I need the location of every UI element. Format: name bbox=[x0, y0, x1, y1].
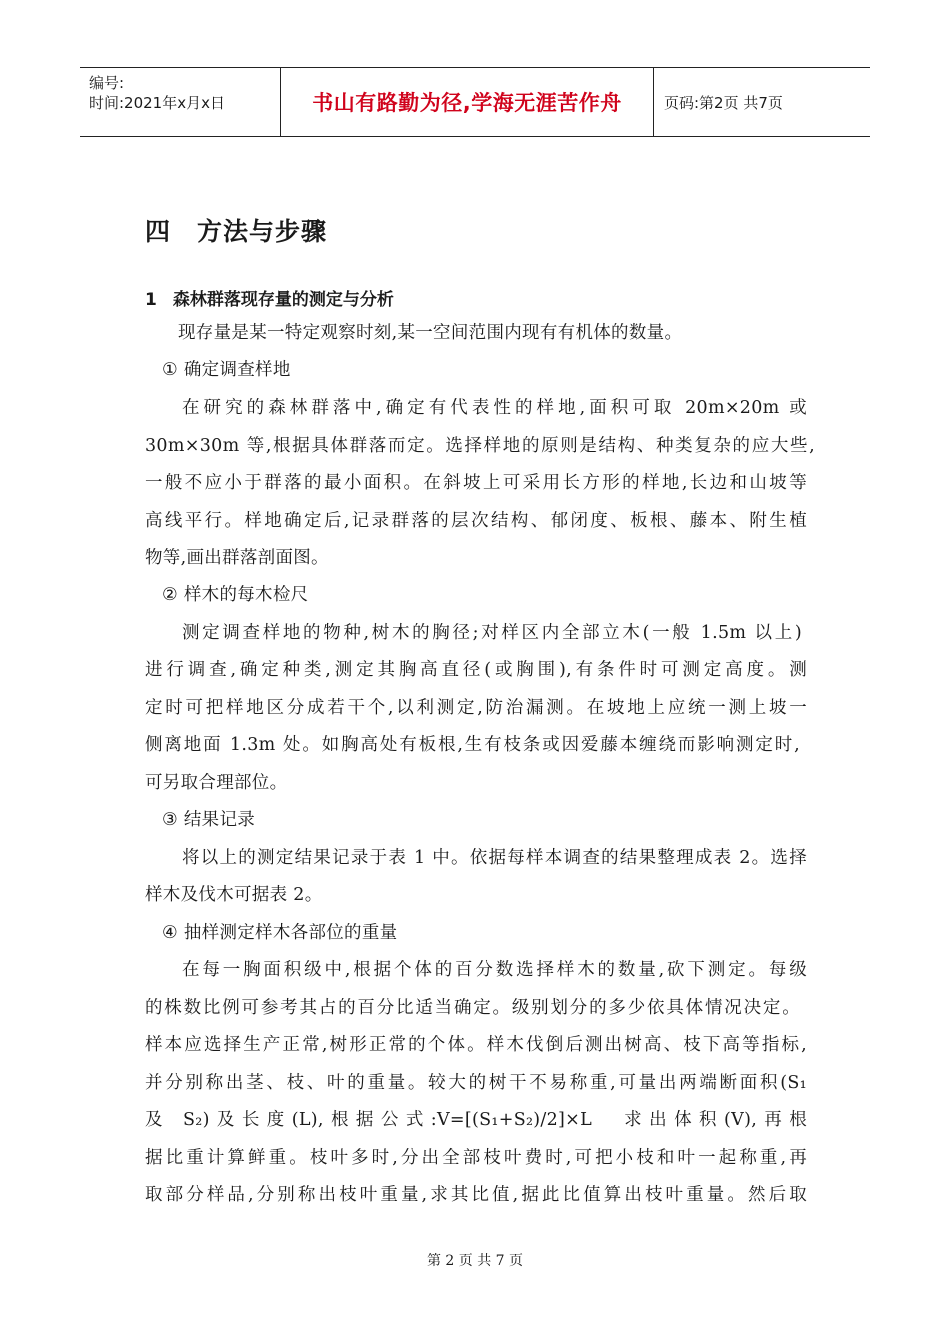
header-page-cell bbox=[654, 68, 870, 136]
text-line: 样本应选择生产正常,树形正常的个体。样木伐倒后测出树高、枝下高等指标, bbox=[145, 1035, 807, 1055]
text-line: 物等,画出群落剖面图。 bbox=[145, 548, 329, 568]
text-line: 30m×30m 等,根据具体群落而定。选择样地的原则是结构、种类复杂的应大些, bbox=[145, 436, 815, 456]
text-line: 并分别称出茎、枝、叶的重量。较大的树干不易称重,可量出两端断面积(S₁ bbox=[145, 1073, 807, 1093]
text-line: 侧离地面 1.3m 处。如胸高处有板根,生有枝条或因爱藤本缠绕而影响测定时, bbox=[145, 735, 800, 755]
text-line: 及 S₂)及长度(L),根据公式:V=[(S₁+S₂)/2]×L 求出体积(V),再根 bbox=[145, 1110, 807, 1130]
text-line: 取部分样品,分别称出枝叶重量,求其比值,据此比值算出枝叶重量。然后取 bbox=[145, 1185, 807, 1205]
text-line: 的株数比例可参考其占的百分比适当确定。级别划分的多少依具体情况决定。 bbox=[145, 998, 800, 1018]
page-label: 页码:第2页 共7页 bbox=[664, 93, 783, 112]
text-line: 在研究的森林群落中,确定有代表性的样地,面积可取 20m×20m 或 bbox=[182, 398, 807, 418]
text-line: 据比重计算鲜重。枝叶多时,分出全部枝叶费时,可把小枝和叶一起称重,再 bbox=[145, 1148, 807, 1168]
text-line: 现存量是某一特定观察时刻,某一空间范围内现有有机体的数量。 bbox=[178, 323, 683, 343]
time-label: 时间:2021年x月x日 bbox=[89, 94, 225, 112]
text-line: 进行调查,确定种类,测定其胸高直径(或胸围),有条件时可测定高度。测 bbox=[145, 660, 807, 680]
text-line: 在每一胸面积级中,根据个体的百分数选择样木的数量,砍下测定。每级 bbox=[182, 960, 807, 980]
text-line: 定时可把样地区分成若干个,以利测定,防治漏测。在坡地上应统一测上坡一 bbox=[145, 698, 807, 718]
subheading-1: ① 确定调查样地 bbox=[162, 360, 291, 380]
subheading-3: ③ 结果记录 bbox=[162, 810, 256, 830]
motto-text: 书山有路勤为径,学海无涯苦作舟 bbox=[312, 91, 622, 115]
page-footer: 第 2 页 共 7 页 bbox=[426, 1253, 524, 1269]
number-label: 编号: bbox=[89, 74, 125, 92]
section-heading bbox=[145, 285, 394, 310]
header-info-cell bbox=[80, 68, 281, 136]
subheading-4: ④ 抽样测定样木各部位的重量 bbox=[162, 923, 398, 943]
text-line: 样木及伐木可据表 2。 bbox=[145, 885, 323, 905]
subheading-2: ② 样木的每木检尺 bbox=[162, 585, 309, 605]
section-number: 1 bbox=[145, 290, 157, 310]
text-line: 一般不应小于群落的最小面积。在斜坡上可采用长方形的样地,长边和山坡等 bbox=[145, 473, 807, 493]
section-title: 森林群落现存量的测定与分析 bbox=[172, 290, 394, 310]
text-line: 测定调查样地的物种,树木的胸径;对样区内全部立木(一般 1.5m 以上) bbox=[182, 623, 802, 643]
page-header bbox=[80, 67, 870, 137]
header-motto-cell bbox=[281, 68, 654, 136]
text-line: 高线平行。样地确定后,记录群落的层次结构、郁闭度、板根、藤本、附生植 bbox=[145, 511, 807, 531]
chapter-title: 四 方法与步骤 bbox=[145, 217, 328, 246]
text-line: 将以上的测定结果记录于表 1 中。依据每样本调查的结果整理成表 2。选择 bbox=[182, 848, 807, 868]
text-line: 可另取合理部位。 bbox=[145, 773, 288, 793]
